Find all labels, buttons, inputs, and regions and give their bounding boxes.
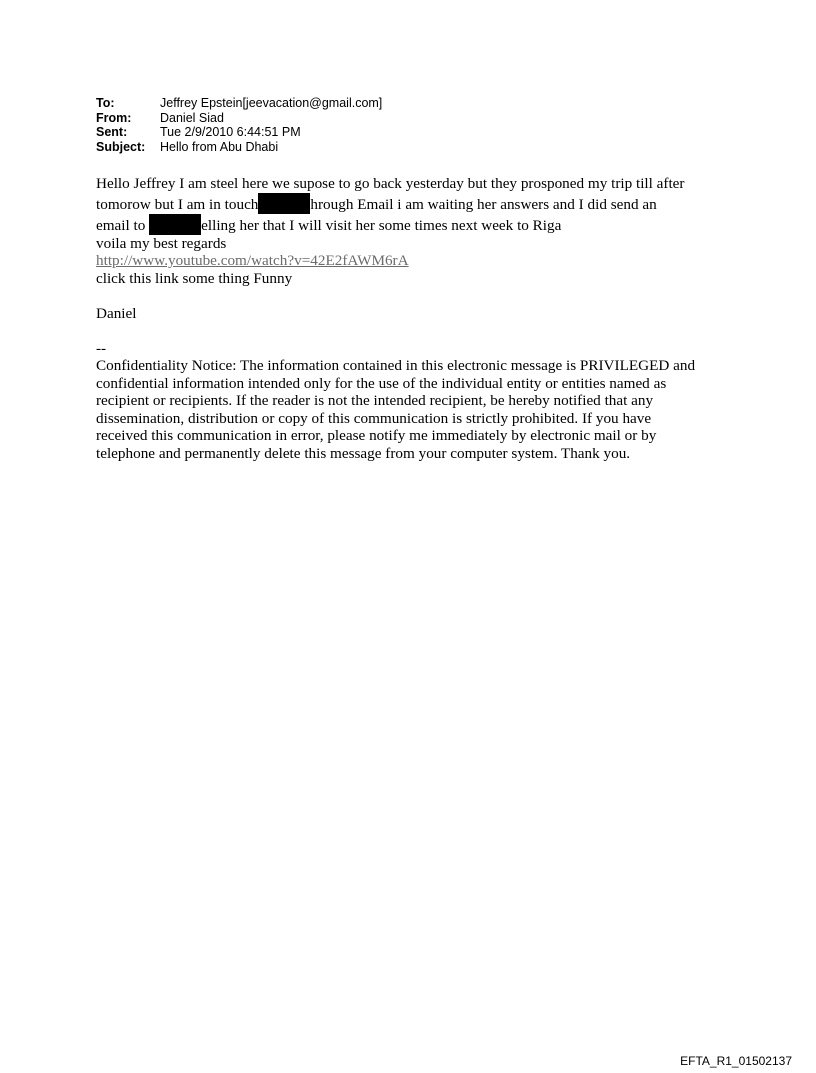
- signature: Daniel: [96, 304, 137, 322]
- email-body: [96, 175, 736, 462]
- body-line: [96, 214, 736, 235]
- youtube-link[interactable]: http://www.youtube.com/watch?v=42E2fAWM6rA: [96, 252, 409, 269]
- separator: --: [96, 339, 107, 357]
- subject-value: Hello from Abu Dhabi: [160, 139, 279, 154]
- email-header: [96, 96, 382, 154]
- document-id: EFTA_R1_01502137: [680, 1054, 792, 1068]
- body-line: [96, 252, 736, 270]
- body-line: voila my best regards: [96, 234, 227, 252]
- to-row: [96, 96, 382, 111]
- body-line: Hello Jeffrey I am steel here we supose to go back yesterday but they prosponed my trip till after: [96, 175, 685, 192]
- notice-line: recipient or recipients. If the reader is not the intended recipient, be hereby notified that any: [96, 392, 654, 409]
- notice-line: telephone and permanently delete this message from your computer system. Thank you.: [96, 444, 631, 462]
- to-value: Jeffrey Epstein[jeevacation@gmail.com]: [160, 96, 383, 110]
- notice-line: confidential information intended only for the use of the individual entity or entities named as: [96, 374, 667, 392]
- body-line: [96, 193, 736, 214]
- notice-line: dissemination, distribution or copy of this communication is strictly prohibited. If you have: [96, 409, 652, 427]
- notice-line: Confidentiality Notice: The information contained in this electronic message is PRIVILEGED and: [96, 357, 696, 374]
- body-text: elling her that I will visit her some times next week to Riga: [201, 216, 562, 234]
- body-text: hrough Email i am waiting her answers and I did send an: [310, 195, 657, 213]
- redaction-block: [149, 214, 201, 235]
- notice-line: received this communication in error, please notify me immediately by electronic mail or by: [96, 427, 657, 444]
- from-value: Daniel Siad: [160, 110, 224, 125]
- subject-row: [96, 140, 382, 155]
- redaction-block: [258, 193, 310, 214]
- body-line: click this link some thing Funny: [96, 269, 293, 287]
- spacer: [96, 287, 736, 305]
- body-text: email to: [96, 216, 146, 234]
- confidentiality-notice: [96, 357, 736, 462]
- from-label: From:: [96, 110, 132, 125]
- spacer: [96, 322, 736, 340]
- sent-value: Tue 2/9/2010 6:44:51 PM: [160, 125, 301, 139]
- to-label: To:: [96, 96, 115, 110]
- from-row: [96, 111, 382, 126]
- body-text: tomorow but I am in touch: [96, 195, 259, 213]
- sent-label: Sent:: [96, 125, 128, 139]
- sent-row: [96, 125, 382, 140]
- subject-label: Subject:: [96, 139, 146, 154]
